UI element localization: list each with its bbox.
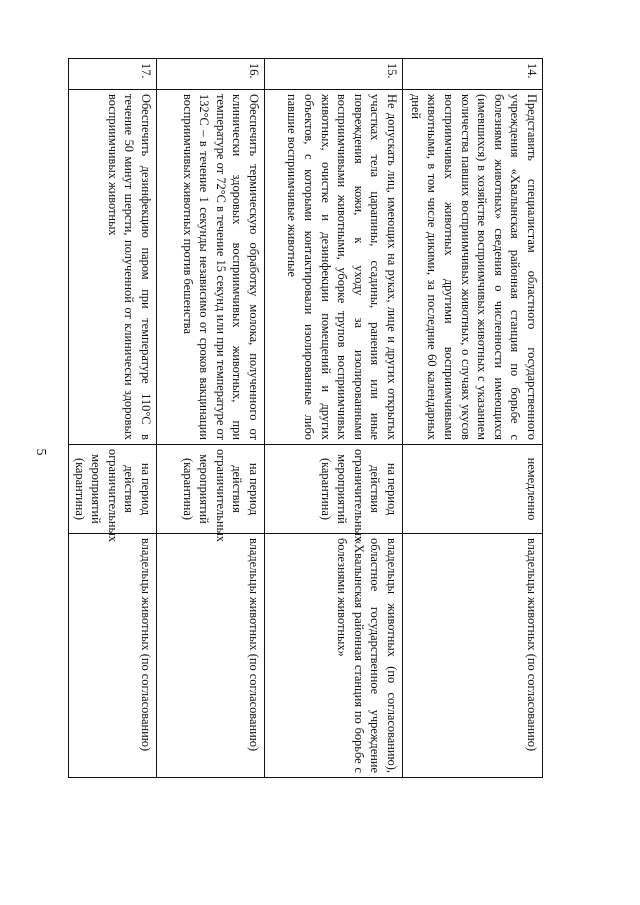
measures-table [68, 58, 543, 778]
responsible-text: владельцы животных (по согласованию), областное государственное учреждение «Хвалынская районная станция по борьбе с болезнями животных» [265, 534, 403, 778]
measure-text: Не допускать лиц, имеющих на руках, лице и других открытых участках тела царапины, ссадины, ранения или иные повреждения кожи, к уходу за изолированными восприимчивыми животными, уборке трупов восприимчивых животных, очистке и дезинфекции помещений и других объектов, с которыми контактировали изолированные либо павшие восприимчивые животные [265, 90, 403, 445]
rotated-table-container [72, 58, 543, 778]
page-number: 5 [33, 448, 48, 456]
table-row [265, 59, 403, 778]
measure-text: Обеспечить дезинфекцию паром при температуре 110°С в течение 50 минут шерсти, полученной от клинически здоровых восприимчивых животных [69, 90, 157, 445]
row-number: 17. [69, 59, 157, 90]
table-row [157, 59, 265, 778]
table-row [69, 59, 157, 778]
table-row [403, 59, 543, 778]
measure-text: Обеспечить термическую обработку молока, полученного от клинически здоровых восприимчивых животных, при температуре от 72°С в течение 15 секунд или при температуре от 132°С – в течение 1 секунды независимо от сроков вакцинации восприимчивых животных против бешенства [157, 90, 265, 445]
row-number: 15. [265, 59, 403, 90]
row-number: 14. [403, 59, 543, 90]
measure-text: Представить специалистам областного государственного учреждения «Хвалынская районная станция по борьбе с болезнями животных» сведения о численности имеющихся (имевшихся) в хозяйстве восприимчивых животных с указанием количества павших восприимчивых животных, о случаях укусов восприимчивых животных другими восприимчивыми животными, в том числе дикими, за последние 60 календарных дней [403, 90, 543, 445]
responsible-text: владельцы животных (по согласованию) [69, 534, 157, 778]
responsible-text: владельцы животных (по согласованию) [157, 534, 265, 778]
term-text: на период действия ограничительных мероприятий (карантина) [69, 445, 157, 534]
term-text: на период действия ограничительных мероприятий (карантина) [157, 445, 265, 534]
responsible-text: владельцы животных (по согласованию) [403, 534, 543, 778]
row-number: 16. [157, 59, 265, 90]
term-text: немедленно [403, 445, 543, 534]
term-text: на период действия ограничительных мероприятий (карантина) [265, 445, 403, 534]
